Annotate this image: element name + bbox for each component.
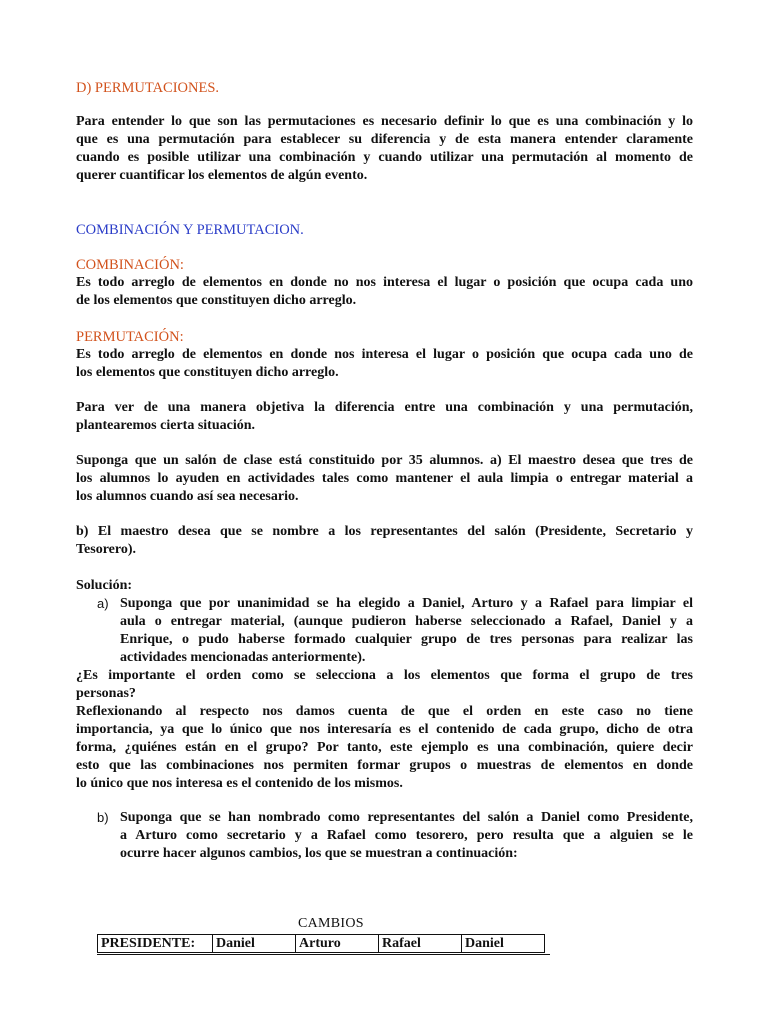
cambios-table [97,934,545,953]
importante-paragraph [76,667,693,793]
text-line: cuando es posible utilizar una combinación y cuando utilizar una permutación al momento de [76,150,693,165]
text-line: Tesorero). [76,542,137,557]
text-line: Para ver de una manera objetiva la diferencia entre una combinación y una permutación, [76,400,693,415]
text-line: querer cuantificar los elementos de algún evento. [76,168,368,183]
item-a-paragraph [120,595,693,667]
subtitle: COMBINACIÓN Y PERMUTACION. [76,222,304,238]
text-line: actividades mencionadas anteriormente). [120,650,366,665]
combinacion-definition [76,256,693,310]
text-line: los elementos que constituyen dicho arreglo. [76,365,339,380]
text-line: Enrique, o pudo haberse formado cualquier grupo de tres personas para realizar las [120,632,693,647]
table-cell: Daniel [213,935,296,953]
permutacion-label: PERMUTACIÓN: [76,329,184,345]
text-line: que es una permutación para establecer su diferencia y de esta manera entender claramente [76,132,693,147]
item-b-paragraph [120,809,693,863]
text-line: Suponga que un salón de clase está constituido por 35 alumnos. a) El maestro desea que tres de [76,453,693,468]
text-line: los alumnos cuando así sea necesario. [76,489,299,504]
text-line: ¿Es importante el orden como se selecciona a los elementos que forma el grupo de tres [76,668,693,683]
list-marker-b: b) [97,810,109,825]
text-line: Es todo arreglo de elementos en donde nos interesa el lugar o posición que ocupa cada uno de [76,347,693,362]
text-line: Suponga que por unanimidad se ha elegido a Daniel, Arturo y a Rafael para limpiar el [120,596,693,611]
table-row-header: PRESIDENTE: [98,935,213,953]
text-line: ocurre hacer algunos cambios, los que se muestran a continuación: [120,846,518,861]
text-line: Suponga que se han nombrado como representantes del salón a Daniel como Presidente, [120,810,693,825]
text-line: personas? [76,686,136,701]
combinacion-label: COMBINACIÓN: [76,257,184,273]
text-line: Es todo arreglo de elementos en donde no nos interesa el lugar o posición que ocupa cada uno [76,275,693,290]
list-marker-a: a) [97,596,109,611]
text-line: importancia, ya que lo único que nos interesaría es el contenido de cada grupo, dicho de otra [76,722,693,737]
text-line: a Arturo como secretario y a Rafael como tesorero, pero resulta que a alguien se le [120,828,693,843]
table-bottom-rule [97,954,550,955]
text-line: lo único que nos interesa es el contenido de los mismos. [76,776,403,791]
text-line: Reflexionando al respecto nos damos cuenta de que el orden en este caso no tiene [76,704,693,719]
section-title: D) PERMUTACIONES. [76,80,220,96]
solucion-label: Solución: [76,578,133,593]
permutacion-definition [76,328,693,382]
text-line: Para entender lo que son las permutaciones es necesario definir lo que es una combinación y lo [76,114,693,129]
text-line: aula o entregar material, (aunque pudieron haberse seleccionado a Rafael, Daniel y a [120,614,693,629]
text-line: forma, ¿quiénes están en el grupo? Por tanto, este ejemplo es una combinación, quiere decir [76,740,693,755]
b-paragraph [76,523,693,559]
text-line: los alumnos lo ayuden en actividades tales como mantener el aula limpia o entregar material a [76,471,693,486]
table-row [98,935,545,953]
table-cell: Arturo [296,935,379,953]
suponga-paragraph [76,452,693,506]
table-caption: CAMBIOS [298,916,364,931]
text-line: de los elementos que constituyen dicho arreglo. [76,293,357,308]
table-cell: Rafael [379,935,462,953]
text-line: esto que las combinaciones nos permiten formar grupos o muestras de elementos en donde [76,758,693,773]
text-line: b) El maestro desea que se nombre a los representantes del salón (Presidente, Secretario y [76,524,693,539]
intro-paragraph [76,113,693,185]
text-line: plantearemos cierta situación. [76,418,255,433]
para-ver-paragraph [76,399,693,435]
table-cell: Daniel [462,935,545,953]
